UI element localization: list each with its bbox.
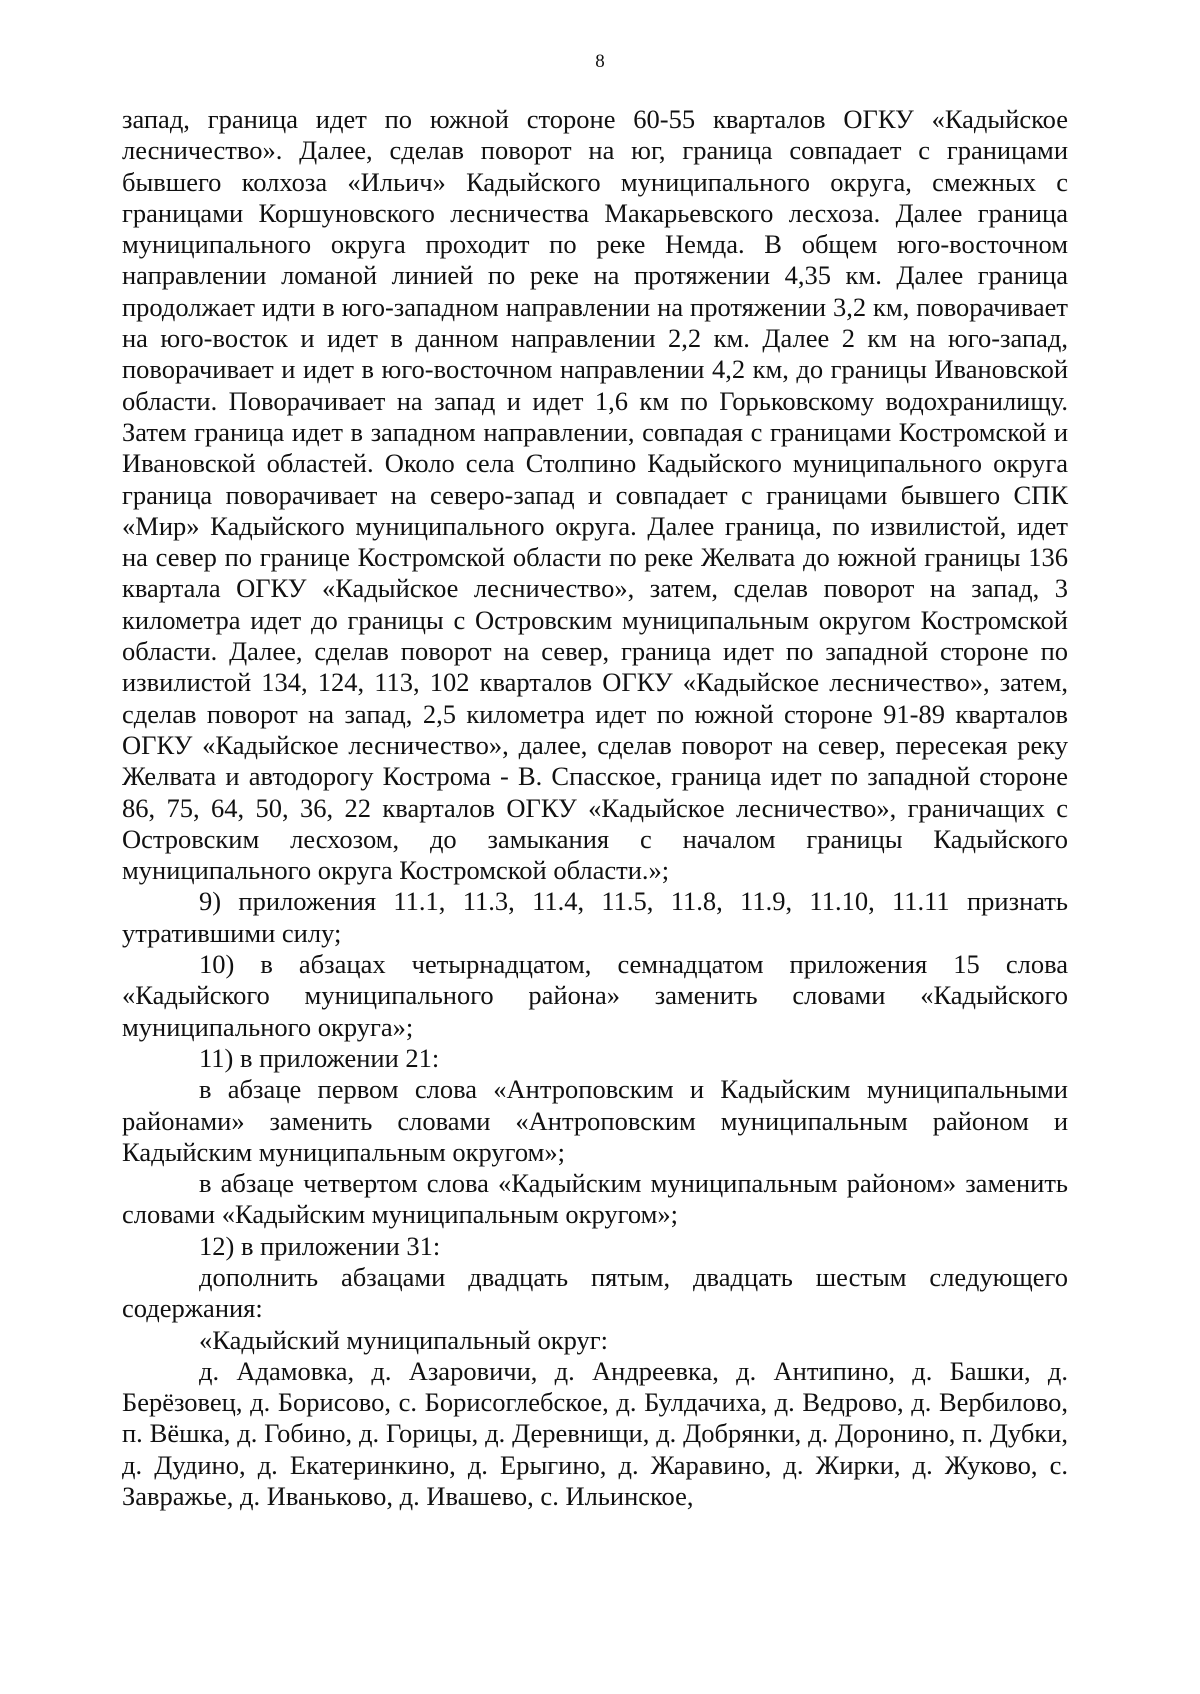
paragraph-item-11: 11) в приложении 21: [199, 1042, 440, 1073]
paragraph-item-11-fourth: в абзаце четвертом слова «Кадыйским муниципальным районом» заменить словами «Кадыйским муниципальным округом»; [122, 1168, 1068, 1230]
paragraph-item-9: 9) приложения 11.1, 11.3, 11.4, 11.5, 11.8, 11.9, 11.10, 11.11 признать утратившими силу; [122, 886, 1068, 948]
paragraph-item-12-addition: дополнить абзацами двадцать пятым, двадцать шестым следующего содержания: [122, 1261, 1068, 1324]
paragraph-boundary-description: запад, граница идет по южной стороне 60-55 кварталов ОГКУ «Кадыйское лесничество». Далее, сделав поворот на юг, граница совпадает с границами бывшего колхоза «Ильич» Кадыйского муниципального округа, смежных с границами Коршуновского лесничества Макарьевского лесхоза. Далее граница муниципального округа проходит по реке Немда. В общем юго-восточном направлении ломаной линией по реке на протяжении 4,35 км. Далее граница продолжает идти в юго-западном направлении на протяжении 3,2 км, поворачивает на юго-восток и идет в данном направлении 2,2 км. Далее 2 км на юго-запад, поворачивает и идет в юго-восточном направлении 4,2 км, до границы Ивановской области. Поворачивает на запад и идет 1,6 км по Горьковскому водохранилищу. Затем граница идет в западном направлении, совпадая с границами Костромской и Ивановской областей. Около села Столпино Кадыйского муниципального округа граница поворачивает на северо-запад и совпадает с границами бывшего СПК «Мир» Кадыйского муниципального округа. Далее граница, по извилистой, идет на север по границе Костромской области по реке Желвата до южной границы 136 квартала ОГКУ «Кадыйское лесничество», затем, сделав поворот на запад, 3 километра идет до границы с Островским муниципальным округом Костромской области. Далее, сделав поворот на север, граница идет по западной стороне по извилистой 134, 124, 113, 102 кварталов ОГКУ «Кадыйское лесничество», затем, сделав поворот на запад, 2,5 километра идет по южной стороне 91-89 кварталов ОГКУ «Кадыйское лесничество», далее, сделав поворот на север, пересекая реку Желвата и автодорогу Кострома - В. Спасское, граница идет по западной стороне 86, 75, 64, 50, 36, 22 кварталов ОГКУ «Кадыйское лесничество», граничащих с Островским лесхозом, до замыкания с началом границы Кадыйского муниципального округа Костромской области.»; [122, 104, 1068, 886]
paragraph-district-heading: «Кадыйский муниципальный округ: [199, 1324, 608, 1355]
paragraph-item-12: 12) в приложении 31: [199, 1230, 441, 1261]
page-number: 8 [595, 51, 605, 72]
document-body [122, 104, 1068, 1512]
paragraph-settlement-list: д. Адамовка, д. Азаровичи, д. Андреевка, д. Антипино, д. Башки, д. Берёзовец, д. Борисово, с. Борисоглебское, д. Булдачиха, д. Ведрово, д. Вербилово, п. Вёшка, д. Гобино, д. Горицы, д. Деревнищи, д. Добрянки, д. Доронино, п. Дубки, д. Дудино, д. Екатеринкино, д. Ерыгино, д. Жаравино, д. Жирки, д. Жуково, с. Завражье, д. Иваньково, д. Ивашево, с. Ильинское, [122, 1355, 1068, 1512]
paragraph-item-10: 10) в абзацах четырнадцатом, семнадцатом приложения 15 слова «Кадыйского муниципального района» заменить словами «Кадыйского муниципального округа»; [122, 949, 1068, 1042]
paragraph-item-11-first: в абзаце первом слова «Антроповским и Кадыйским муниципальными районами» заменить словами «Антроповским муниципальным районом и Кадыйским муниципальным округом»; [122, 1074, 1068, 1167]
